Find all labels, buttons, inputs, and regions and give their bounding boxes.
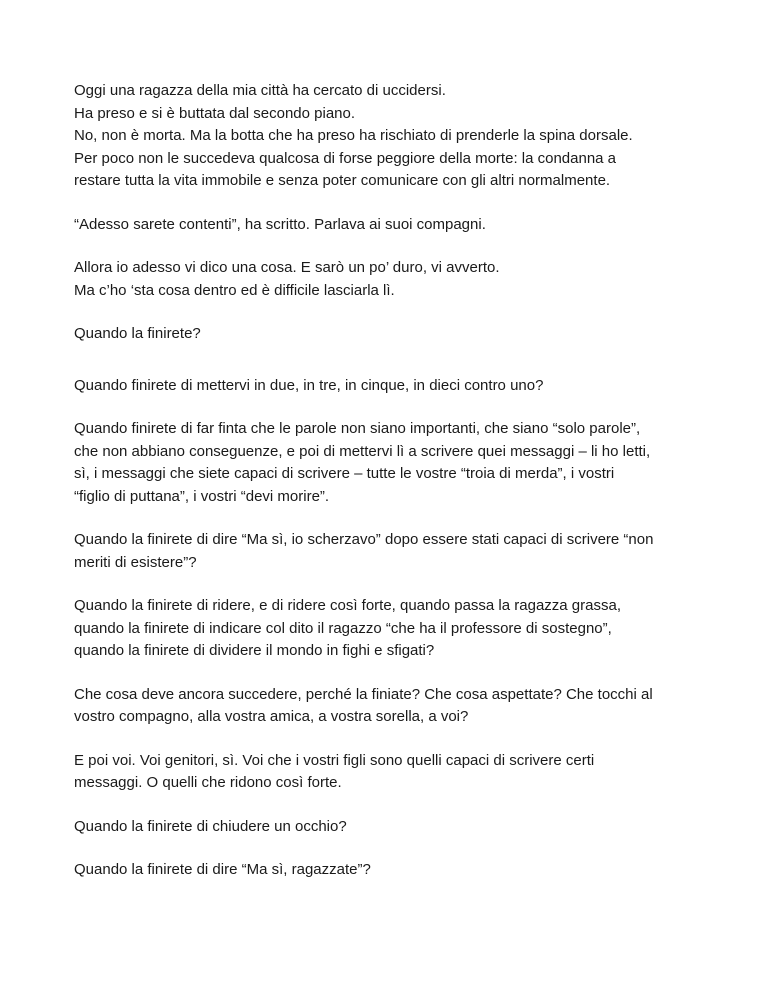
paragraph — [74, 529, 714, 574]
paragraph — [74, 323, 714, 346]
text-line: quando la finirete di dividere il mondo in fighi e sfigati? — [74, 642, 435, 659]
text-line: Quando la finirete di ridere, e di ridere così forte, quando passa la ragazza grassa, — [74, 597, 621, 614]
text-line: Allora io adesso vi dico una cosa. E sarò un po’ duro, vi avverto. — [74, 259, 500, 276]
paragraph — [74, 859, 714, 882]
text-line: meriti di esistere”? — [74, 553, 197, 571]
paragraph — [74, 595, 714, 663]
text-line: quando la finirete di indicare col dito il ragazzo “che ha il professore di sostegno”, — [74, 619, 612, 637]
paragraph — [74, 750, 714, 795]
paragraph — [74, 816, 714, 839]
text-line: Quando la finirete di dire “Ma sì, io scherzavo” dopo essere stati capaci di scrivere “non — [74, 531, 654, 548]
text-line: No, non è morta. Ma la botta che ha preso ha rischiato di prenderle la spina dorsale. — [74, 127, 633, 144]
text-line: Ma c’ho ‘sta cosa dentro ed è difficile lasciarla lì. — [74, 281, 395, 299]
text-line: Quando finirete di far finta che le parole non siano importanti, che siano “solo parole”, — [74, 420, 641, 437]
text-line: Quando la finirete? — [74, 325, 201, 342]
text-line: restare tutta la vita immobile e senza poter comunicare con gli altri normalmente. — [74, 172, 611, 189]
text-line: Quando finirete di mettervi in due, in tre, in cinque, in dieci contro uno? — [74, 376, 544, 394]
paragraph — [74, 257, 714, 302]
text-line: che non abbiano conseguenze, e poi di mettervi lì a scrivere quei messaggi – li ho letti, — [74, 442, 651, 460]
text-line: E poi voi. Voi genitori, sì. Voi che i vostri figli sono quelli capaci di scrivere certi — [74, 751, 595, 769]
text-line: Ha preso e si è buttata dal secondo piano. — [74, 104, 356, 122]
text-line: messaggi. O quelli che ridono così forte. — [74, 774, 342, 791]
paragraph — [74, 684, 714, 729]
paragraph — [74, 418, 714, 508]
text-line: Quando la finirete di dire “Ma sì, ragazzate”? — [74, 861, 371, 878]
document-body — [74, 80, 714, 903]
text-line: Per poco non le succedeva qualcosa di forse peggiore della morte: la condanna a — [74, 149, 617, 167]
paragraph — [74, 375, 714, 398]
text-line: sì, i messaggi che siete capaci di scrivere – tutte le vostre “troia di merda”, i vostri — [74, 465, 615, 482]
text-line: “Adesso sarete contenti”, ha scritto. Parlava ai suoi compagni. — [74, 215, 486, 233]
text-line: Quando la finirete di chiudere un occhio? — [74, 817, 347, 835]
text-line: vostro compagno, alla vostra amica, a vostra sorella, a voi? — [74, 708, 469, 725]
text-line: “figlio di puttana”, i vostri “devi morire”. — [74, 487, 330, 505]
text-line: Oggi una ragazza della mia città ha cercato di uccidersi. — [74, 82, 446, 99]
paragraph — [74, 80, 714, 193]
paragraph — [74, 214, 714, 237]
text-line: Che cosa deve ancora succedere, perché la finiate? Che cosa aspettate? Che tocchi al — [74, 685, 653, 703]
